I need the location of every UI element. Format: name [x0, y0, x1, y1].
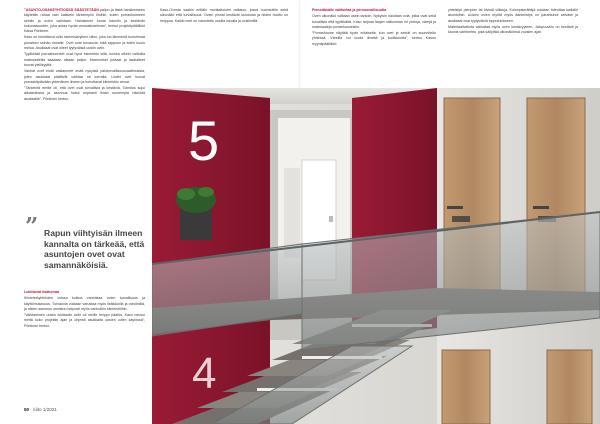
page-number: 50: [24, 407, 30, 412]
article-column-4: [448, 8, 578, 84]
lead-strong: ”ASUNTO-OSAKEYHTIÖSSÄ SÄÄSTETÄÄN: [24, 8, 99, 12]
quote-mark-icon: ”: [25, 213, 39, 240]
paragraph: ”Tärkeintä meille oli, että ovet ovat turvallisia ja kestäviä. Toimitus sujui aikataulussa ja asennus hoitui nopeasti ilman suurempia häiriöitä asukkaille”, Pöntinen kertoo.: [24, 86, 145, 101]
magazine-name: kiito: [33, 407, 42, 412]
paragraph: yhteistyö pienpien tai tiivistä vilkkuja. Kulunpiserättäjä voidaan toteuttaa kaikkiin asuntoihin. Uusien ovien myötä myös äänieristys on parantunut selvästi ja asukkaat ovat tyytyväisiä lopputulokseen.: [448, 8, 578, 23]
wooden-door-lower-1: [442, 350, 490, 424]
paragraph: Tyylikkäät porrashuoneet ovat hyvä esimerkki siitä, kuinka oikein valituilla materiaaleilla saadaan aikaan paljon. Marmoriset portaat ja lasikaiteet tuovat ylellisyyttä.: [24, 52, 145, 67]
paragraph: Oven ulkonäkö valitaan usein tarkoin. Nykyisin halutaan ovia, jotka ovat sekä turvallisia että tyylikkäitä. Kaso tarjoaa laajan valikoiman eri pintoja, värejä ja materiaaleja porrashuoneisiin.: [312, 14, 436, 29]
paragraph: ”Porrashuone näyttää hyvin erilaiselta, kun ovet ja seinät on suunniteltu yhdessä. Väreillä voi luoda ilmettä ja kodikkuutta”, kertoo Kason myyntipäällikkö.: [312, 31, 436, 46]
paragraph: Kaso on toimittanut oviin tammisävyisen viilun, joka luo lämmintä tunnelmaa punaisen seinän rinnalle. Ovet ovat turvaovia, eikä rappuun ja kotiin kuulu melua. Asukkaat ovat olleet tyytyväisiä uusiin oviin.: [24, 35, 145, 51]
lead-rest: paljon ja tästä hankkeeseen käytettiin rahaa vain kaikkein tärkeimpiin tiloihin, kuten porrashuoneen seiniin ja ovien valintaan. Halusimme luoda kauniin ja kestävän kokonaisuuden, joka antaa hyvän ensivaikutelman”, kertoo projektipäällikkö Kaisa Pöntinen.: [24, 8, 145, 34]
page-footer: [24, 407, 57, 412]
paragraph: Vanhat ovet eivät vastanneet enää nykyisiä paloturvallisuusvaatimuksia, joten asukkaat päättivät vaihtaa ne kerralla. Uudet ovet tuovat porraskäytävään yhtenäisen ilmeen ja kohottavat kiinteistön arvoa.: [24, 69, 145, 84]
pull-quote: [25, 213, 145, 270]
section-heading: Lukittuvat lisäturvaa: [24, 290, 59, 294]
floor-number-4: 4: [192, 349, 217, 398]
article-column-3: [312, 8, 436, 84]
floor-number-5: 5: [188, 109, 220, 172]
wooden-door-lower-2: [547, 350, 592, 424]
paragraph: ”Vaihtaminen uusiin lukittaviin oviin oli meille helppo päätös. Kaso neuvoi meitä koko projektin ajan ja ohjeisti asukkaita uusien ovien käytössä”, Pöntinen kertoo.: [24, 313, 145, 328]
issue-number: 1/2021: [42, 407, 57, 412]
paragraph: Kaso-Ovesta saatiin erittäin monitaitoinen ratkaisu, jossa huomioitiin sekä ulkonäkö että turvallisuus. Ovien pinnat kestävät kulutusta ja niiden huolto on helppoa. Kaikki ovet on varustettu uusilla lukoilla ja ovisilmillä.: [160, 8, 288, 23]
article-column-1b: [24, 290, 145, 402]
pull-quote-text: Rapun viihtyisän ilmeen kannalta on tärkeää, että asuntojen ovet ovat samannäköisiä.: [44, 228, 145, 270]
lead-paragraph: [24, 8, 145, 34]
article-column-1: [24, 8, 145, 226]
section-heading: Pienettävälle valitsetaa ja persoonallisuutta: [312, 8, 387, 12]
stairwell-photo: [152, 88, 600, 424]
paragraph: Materiaalivalinta vaikuttaa myös oven kestävyyteen. Jalopuuviilu on kestävä ja kaunis vaihtoehto, joka säilyttää ulkonäkönsä vuosien ajan.: [448, 24, 578, 35]
paragraph: Kiinteistöyhtiöiden ovissa kulkua varmistaa ovien turvallisuus ja käyttömukavuus. Turvaovia voidaan varustaa myös lisälukoilla ja ovisilmillä, ja niiden asennus onnistuu helposti myös vanhoihin kiinteistöihin.: [24, 296, 145, 311]
article-column-2: [160, 8, 288, 84]
potted-plant: [176, 187, 216, 240]
